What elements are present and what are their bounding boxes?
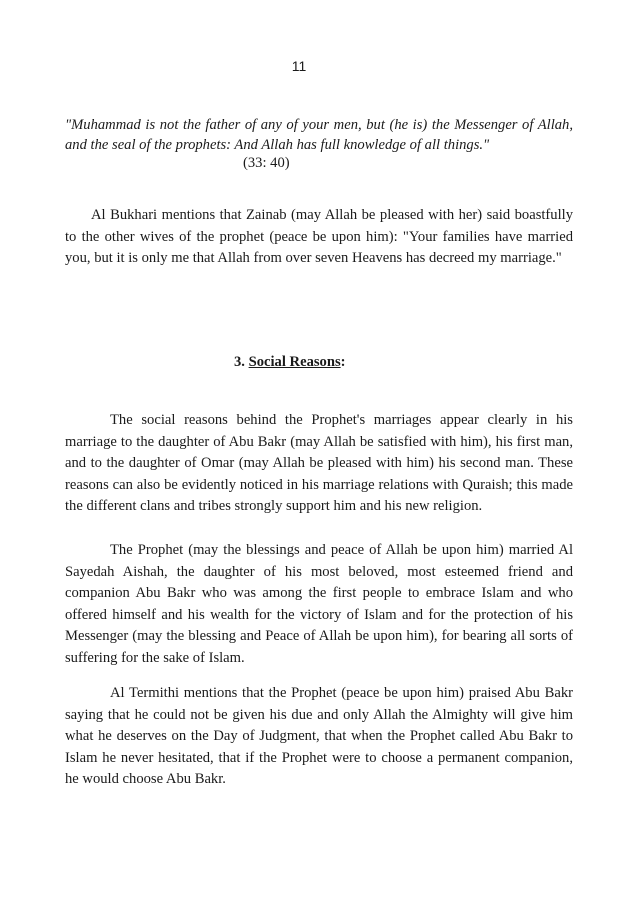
paragraph-termithi: Al Termithi mentions that the Prophet (peace be upon him) praised Abu Bakr saying that he could not be given his due and only Allah the Almighty will give him what he deserves on the Day of Judgment, that when the Prophet called Abu Bakr to Islam he never hesitated, that if the Prophet were to choose a permanent companion, he would choose Abu Bakr.	[65, 685, 573, 787]
paragraph-social-reasons: The social reasons behind the Prophet's marriages appear clearly in his marriage to the daughter of Abu Bakr (may Allah be satisfied with him), his first man, and to the daughter of Omar (may Allah be pleased with him) his second man. These reasons can also be evidently noticed in his marriage relations with Quraish; this made the different clans and tribes strongly support him and his new religion.	[65, 412, 573, 514]
paragraph-bukhari: Al Bukhari mentions that Zainab (may Allah be pleased with her) said boastfully to the other wives of the prophet (peace be upon him): "Your families have married you, but it is only me that Allah from over seven Heavens has decreed my marriage."	[65, 207, 573, 266]
quran-quote: "Muhammad is not the father of any of your men, but (he is) the Messenger of Allah, and the seal of the prophets: And Allah has full knowledge of all things."	[65, 117, 573, 153]
quote-reference: (33: 40)	[243, 155, 290, 171]
section-title: Social Reasons	[248, 354, 341, 370]
page-number: 11	[291, 58, 307, 74]
section-colon: :	[340, 354, 346, 370]
section-heading	[234, 354, 346, 371]
paragraph-aishah: The Prophet (may the blessings and peace of Allah be upon him) married Al Sayedah Aishah, the daughter of his most beloved, most esteemed friend and companion Abu Bakr who was among the first people to embrace Islam and who offered himself and his wealth for the victory of Islam and for the protection of his Messenger (may the blessing and Peace of Allah be upon him), for bearing all sorts of suffering for the sake of Islam.	[65, 542, 573, 666]
section-number: 3.	[234, 354, 245, 370]
